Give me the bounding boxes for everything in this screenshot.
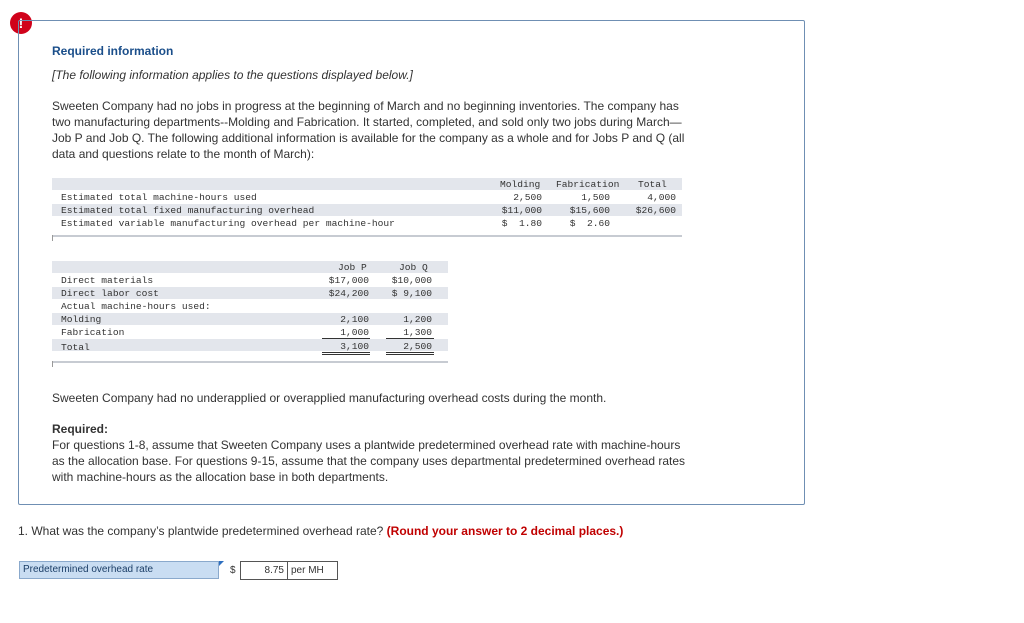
required-heading: Required: [52,422,109,436]
rounding-hint: (Round your answer to 2 decimal places.) [386,524,624,538]
job-q-value: 1,200 [403,314,432,325]
required-information-title: Required information [52,44,174,58]
row-marker-icon [219,561,224,566]
job-q-value: 1,300 [403,327,432,338]
job-p-value: 1,000 [340,327,369,338]
overhead-note: Sweeten Company had no underapplied or overapplied manufacturing overhead costs during the month. [52,391,607,405]
total-value: $26,600 [635,205,676,216]
alert-icon: ! [10,12,32,34]
intro-line: Job P and Job Q. The following additional information is available for the company as a whole and for Jobs P and Q (all [52,131,685,145]
required-line: with machine-hours as the allocation base in both departments. [52,470,389,484]
total-double-underline [322,352,370,353]
table-corner-tick [52,235,53,241]
fabrication-value: $15,600 [569,205,610,216]
row-label: Total [61,342,90,353]
job-p-value: $24,200 [328,288,369,299]
job-q-value: 2,500 [403,341,432,352]
intro-line: two manufacturing departments--Molding and Fabrication. It started, completed, and sold only two jobs during March— [52,115,682,129]
fabrication-value: $ 2.60 [569,218,610,229]
job-data-table [52,261,448,367]
column-header-molding: Molding [500,179,541,190]
total-double-underline [322,354,370,355]
currency-symbol: $ [230,565,236,576]
total-double-underline [386,352,434,353]
intro-line: data and questions relate to the month of March): [52,147,315,161]
table-bottom-rule [52,235,682,237]
row-label: Direct materials [61,275,154,286]
unit-label: per MH [288,561,338,580]
molding-value: $11,000 [501,205,542,216]
subtotal-underline [386,338,434,339]
row-label: Estimated total machine-hours used [61,192,257,203]
job-p-value: 3,100 [340,341,369,352]
row-label: Fabrication [61,327,125,338]
question-1 [18,524,623,538]
job-q-value: $10,000 [391,275,432,286]
job-q-value: $ 9,100 [391,288,432,299]
total-value: 4,000 [647,192,676,203]
department-estimates-table [52,178,682,242]
subtotal-underline [322,338,370,339]
table-corner-tick [52,361,53,367]
row-label: Direct labor cost [61,288,159,299]
question-text: 1. What was the company’s plantwide predetermined overhead rate? [18,524,387,538]
table-header-band [52,261,448,273]
molding-value: 2,500 [513,192,542,203]
required-line: For questions 1-8, assume that Sweeten Company uses a plantwide predetermined overhead rate with machine-hours [52,438,681,452]
overhead-rate-input[interactable] [240,561,288,580]
column-header-fabrication: Fabrication [556,179,620,190]
applies-note: [The following information applies to the questions displayed below.] [52,68,413,82]
fabrication-value: 1,500 [581,192,610,203]
required-line: as the allocation base. For questions 9-15, assume that the company uses departmental predetermined overhead rates [52,454,686,468]
row-label: Estimated total fixed manufacturing overhead [61,205,315,216]
job-p-value: 2,100 [340,314,369,325]
column-header-job-q: Job Q [399,262,428,273]
total-double-underline [386,354,434,355]
molding-value: $ 1.80 [501,218,542,229]
table-bottom-rule [52,361,448,363]
row-label: Actual machine-hours used: [61,301,211,312]
column-header-total: Total [638,179,667,190]
row-label: Estimated variable manufacturing overhead per machine-hour [61,218,395,229]
answer-row-label: Predetermined overhead rate [19,561,219,579]
row-label: Molding [61,314,102,325]
job-p-value: $17,000 [328,275,369,286]
column-header-job-p: Job P [338,262,367,273]
intro-line: Sweeten Company had no jobs in progress at the beginning of March and no beginning inventories. The company has [52,99,679,113]
